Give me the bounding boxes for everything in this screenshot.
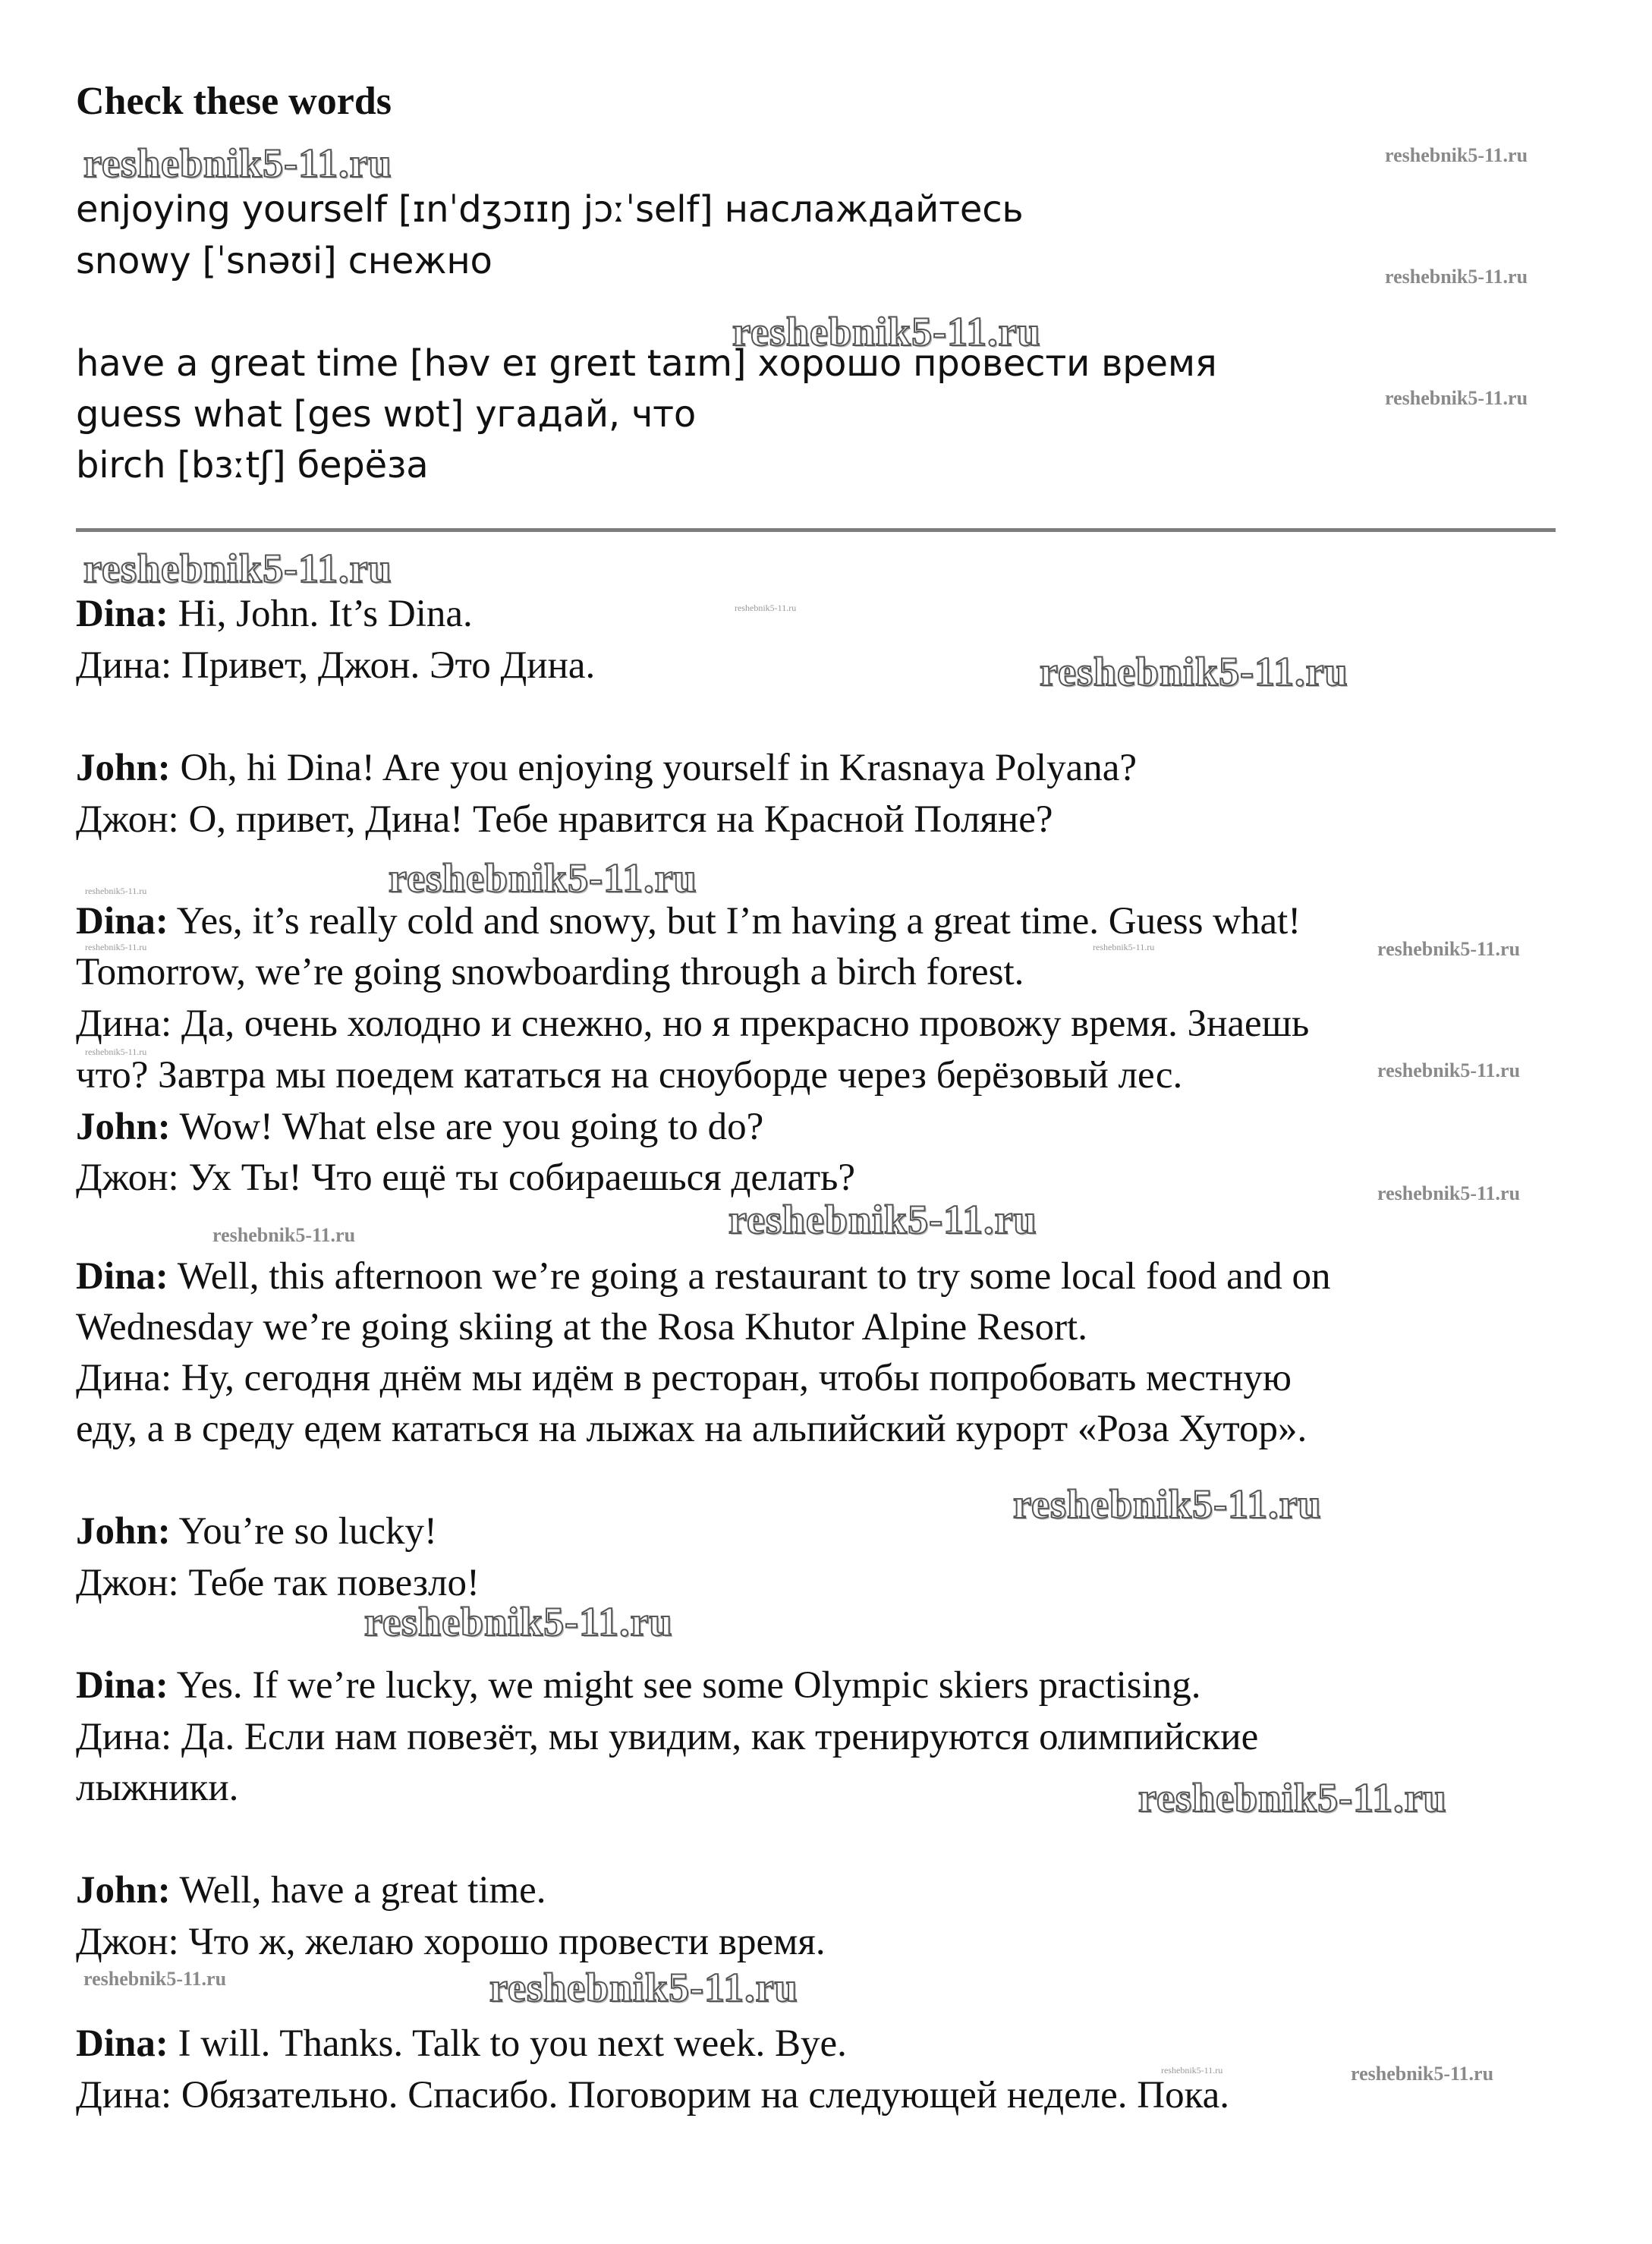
dialogue-line	[76, 1512, 437, 1551]
speaker-label: Dina:	[76, 2022, 168, 2065]
translation-line: Джон: Тебе так повезло!	[76, 1562, 480, 1604]
dialogue-text: Wow! What else are you going to do?	[170, 1106, 764, 1148]
watermark: reshebnik5-11.ru	[83, 546, 392, 591]
watermark-tiny: reshebnik5-11.ru	[1093, 942, 1155, 952]
dialogue-text: Well, have a great time.	[170, 1869, 546, 1912]
speaker-label: John:	[76, 747, 171, 789]
dialogue-line: Tomorrow, we’re going snowboarding through a birch forest.	[76, 951, 1024, 993]
dialogue-line	[76, 1257, 1330, 1296]
dialogue-text: Oh, hi Dina! Are you enjoying yourself in Krasnaya Polyana?	[170, 747, 1138, 789]
watermark-tiny: reshebnik5-11.ru	[85, 886, 147, 896]
watermark-small: reshebnik5-11.ru	[1351, 2063, 1494, 2085]
translation-line: Джон: Что ж, желаю хорошо провести время.	[76, 1921, 826, 1963]
translation-line: Дина: Ну, сегодня днём мы идём в ресторан, чтобы попробовать местную	[76, 1357, 1292, 1399]
translation-line: что? Завтра мы поедем кататься на сноуборде через берёзовый лес.	[76, 1054, 1183, 1097]
dialogue-line	[76, 1666, 1201, 1705]
translation-line: лыжники.	[76, 1767, 239, 1809]
watermark-tiny: reshebnik5-11.ru	[1161, 2065, 1223, 2076]
speaker-label: Dina:	[76, 900, 168, 943]
dialogue-text: I will. Thanks. Talk to you next week. Bye.	[168, 2022, 847, 2065]
translation-line: Джон: Ух Ты! Что ещё ты собираешься делать?	[76, 1157, 855, 1199]
watermark-small: reshebnik5-11.ru	[1377, 1059, 1521, 1081]
watermark: reshebnik5-11.ru	[1013, 1481, 1322, 1527]
dialogue-line	[76, 2022, 847, 2065]
watermark: reshebnik5-11.ru	[1138, 1775, 1447, 1821]
translation-line: Дина: Да. Если нам повезёт, мы увидим, как тренируются олимпийские	[76, 1716, 1259, 1758]
dialogue-line	[76, 902, 1301, 941]
vocab-item: snowy [ˈsnəʊi] снежно	[76, 240, 492, 282]
watermark-small: reshebnik5-11.ru	[1377, 1182, 1521, 1204]
translation-line: Дина: Да, очень холодно и снежно, но я прекрасно провожу время. Знаешь	[76, 1002, 1310, 1045]
watermark-small: reshebnik5-11.ru	[212, 1224, 356, 1246]
speaker-label: Dina:	[76, 1255, 168, 1298]
section-divider	[76, 528, 1556, 532]
translation-line: еду, а в среду едем кататься на лыжах на альпийский курорт «Роза Хутор».	[76, 1408, 1307, 1450]
dialogue-text: Yes, it’s really cold and snowy, but I’m having a great time. Guess what!	[168, 900, 1301, 943]
watermark-small: reshebnik5-11.ru	[1385, 266, 1528, 288]
speaker-label: John:	[76, 1510, 171, 1553]
watermark-small: reshebnik5-11.ru	[1377, 938, 1521, 960]
watermark-small: reshebnik5-11.ru	[1385, 144, 1528, 166]
watermark: reshebnik5-11.ru	[732, 309, 1041, 354]
speaker-label: John:	[76, 1869, 171, 1912]
dialogue-line	[76, 595, 473, 634]
watermark: reshebnik5-11.ru	[728, 1197, 1037, 1242]
watermark-tiny: reshebnik5-11.ru	[735, 603, 797, 613]
watermark-tiny: reshebnik5-11.ru	[85, 942, 147, 952]
dialogue-line	[76, 1108, 763, 1147]
dialogue-line	[76, 749, 1137, 788]
watermark: reshebnik5-11.ru	[489, 1965, 798, 2010]
vocab-item: birch [bɜːtʃ] берёза	[76, 444, 429, 486]
translation-line: Джон: О, привет, Дина! Тебе нравится на Красной Поляне?	[76, 798, 1053, 841]
dialogue-line: Wednesday we’re going skiing at the Rosa Khutor Alpine Resort.	[76, 1306, 1087, 1349]
speaker-label: Dina:	[76, 593, 168, 635]
watermark: reshebnik5-11.ru	[364, 1599, 673, 1644]
dialogue-text: Yes. If we’re lucky, we might see some Olympic skiers practising.	[168, 1664, 1201, 1707]
watermark-small: reshebnik5-11.ru	[1385, 387, 1528, 409]
translation-line: Дина: Обязательно. Спасибо. Поговорим на следующей неделе. Пока.	[76, 2074, 1230, 2117]
watermark: reshebnik5-11.ru	[1040, 649, 1348, 694]
dialogue-text: Well, this afternoon we’re going a restaurant to try some local food and on	[168, 1255, 1331, 1298]
speaker-label: Dina:	[76, 1664, 168, 1707]
vocab-item: enjoying yourself [ɪnˈdʒɔɪɪŋ jɔːˈself] наслаждайтесь	[76, 188, 1024, 231]
vocab-item: guess what [ges wɒt] угадай, что	[76, 393, 697, 436]
watermark-tiny: reshebnik5-11.ru	[85, 1046, 147, 1057]
speaker-label: John:	[76, 1106, 171, 1148]
watermark-small: reshebnik5-11.ru	[83, 1968, 227, 1990]
watermark: reshebnik5-11.ru	[389, 855, 697, 901]
dialogue-line	[76, 1871, 546, 1910]
dialogue-text: Hi, John. It’s Dina.	[168, 593, 473, 635]
watermark: reshebnik5-11.ru	[83, 140, 392, 186]
dialogue-text: You’re so lucky!	[170, 1510, 438, 1553]
page-heading: Check these words	[76, 80, 392, 123]
translation-line: Дина: Привет, Джон. Это Дина.	[76, 644, 596, 687]
vocab-item: have a great time [həv eɪ greɪt taɪm] хорошо провести время	[76, 342, 1217, 385]
